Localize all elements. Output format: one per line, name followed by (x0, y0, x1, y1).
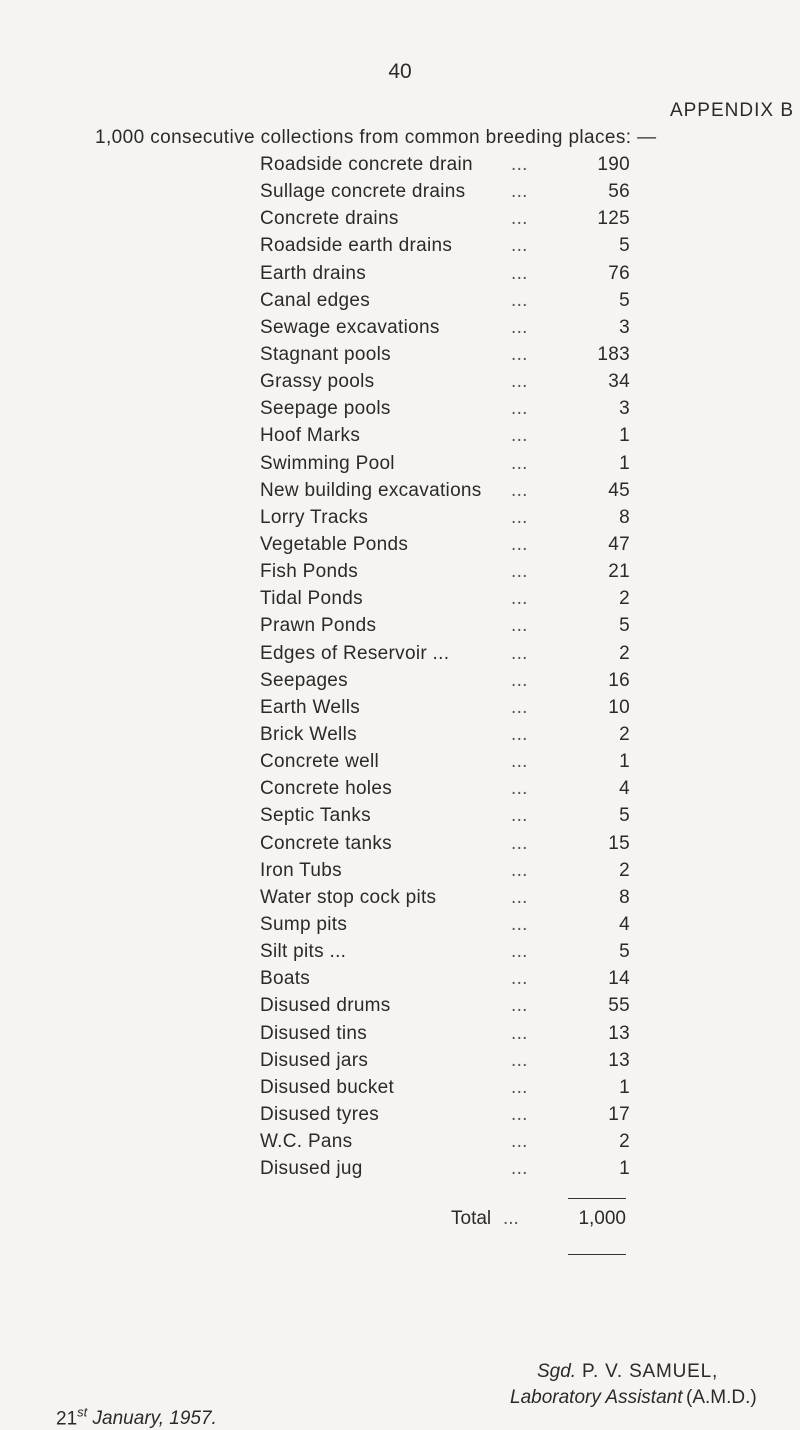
list-item-label: Prawn Ponds (260, 615, 377, 637)
list-item-label: Vegetable Ponds (260, 533, 409, 555)
list-item-value: 190 (597, 154, 630, 175)
list-item-dots: ... (511, 533, 528, 555)
list-item-value: 8 (619, 506, 630, 528)
list-item-value: 14 (608, 968, 630, 990)
list-item-value: 5 (619, 289, 630, 311)
list-item (260, 695, 640, 722)
list-item-value: 34 (608, 371, 630, 393)
list-item (260, 1075, 640, 1102)
list-item-label: Seepage pools (260, 398, 391, 420)
list-item-label: New building excavations (260, 479, 482, 501)
list-item-dots: ... (511, 615, 528, 637)
list-item-dots: ... (511, 561, 528, 583)
list-item-value: 5 (619, 615, 630, 637)
list-item-label: Sump pits (260, 913, 348, 935)
list-item-value: 3 (619, 316, 630, 338)
list-item-dots: ... (511, 913, 528, 935)
list-item-dots: ... (511, 1158, 528, 1180)
list-item-value: 15 (608, 832, 630, 854)
list-item-dots: ... (511, 479, 528, 501)
list-item-dots: ... (511, 886, 528, 908)
list-item (260, 939, 640, 966)
list-item (260, 641, 640, 668)
list-item (260, 532, 640, 559)
list-item-value: 76 (608, 262, 630, 284)
list-item (260, 288, 640, 315)
list-item-value: 56 (608, 181, 630, 203)
list-item-value: 2 (619, 859, 630, 881)
list-item-label: Seepages (260, 669, 348, 691)
list-item (260, 505, 640, 532)
list-item-label: Hoof Marks (260, 425, 361, 447)
signature-name: P. V. SAMUEL, (582, 1361, 719, 1382)
list-item (260, 396, 640, 423)
list-item-value: 2 (619, 588, 630, 610)
list-item-value: 55 (608, 995, 630, 1017)
list-item-value: 10 (608, 696, 630, 718)
list-item (260, 261, 640, 288)
list-item-value: 16 (608, 669, 630, 691)
list-item-dots: ... (511, 235, 528, 257)
list-item-value: 13 (608, 1049, 630, 1071)
list-item-label: Canal edges (260, 289, 370, 311)
list-item-label: Stagnant pools (260, 343, 391, 365)
list-item-dots: ... (511, 289, 528, 311)
list-item (260, 233, 640, 260)
list-item (260, 342, 640, 369)
list-item-value: 2 (619, 723, 630, 745)
list-item (260, 179, 640, 206)
list-item-value: 47 (608, 533, 630, 555)
list-item (260, 1129, 640, 1156)
list-item (260, 1021, 640, 1048)
total-rule-bottom (568, 1254, 626, 1255)
list-item (260, 369, 640, 396)
list-item-value: 4 (619, 778, 630, 800)
list-item-dots: ... (511, 1049, 528, 1071)
list-item-value: 1 (619, 452, 630, 474)
list-item-dots: ... (511, 941, 528, 963)
list-item-label: Water stop cock pits (260, 886, 437, 908)
list-item-label: Edges of Reservoir ... (260, 642, 450, 664)
list-item-label: Concrete tanks (260, 832, 392, 854)
list-item (260, 912, 640, 939)
list-item-dots: ... (511, 859, 528, 881)
list-item (260, 966, 640, 993)
list-item-dots: ... (511, 968, 528, 990)
list-item-dots: ... (511, 1022, 528, 1044)
list-item-label: Disused jars (260, 1049, 369, 1071)
list-item-label: Silt pits ... (260, 941, 347, 963)
list-item-dots: ... (511, 995, 528, 1017)
list-item-value: 1 (619, 1076, 630, 1098)
list-item (260, 803, 640, 830)
list-item (260, 1048, 640, 1075)
list-item-dots: ... (511, 262, 528, 284)
list-item-value: 45 (608, 479, 630, 501)
list-item-label: Roadside concrete drain (260, 154, 473, 175)
list-item-value: 8 (619, 886, 630, 908)
list-item-dots: ... (511, 343, 528, 365)
list-item-dots: ... (511, 425, 528, 447)
list-item (260, 613, 640, 640)
list-item-label: Disused jug (260, 1158, 363, 1180)
list-item-label: Disused drums (260, 995, 391, 1017)
list-item-value: 2 (619, 1131, 630, 1153)
list-item-label: Roadside earth drains (260, 235, 453, 257)
page-number: 40 (388, 60, 412, 83)
list-item (260, 885, 640, 912)
date-day: 21 (56, 1408, 78, 1430)
list-item-dots: ... (511, 181, 528, 203)
list-item (260, 1102, 640, 1129)
list-item-value: 17 (608, 1103, 630, 1125)
list-item-label: Septic Tanks (260, 805, 371, 827)
list-item-dots: ... (511, 154, 528, 175)
list-item-label: Lorry Tracks (260, 506, 369, 528)
date-suffix: st (77, 1405, 88, 1420)
list-item-dots: ... (511, 751, 528, 773)
list-item-dots: ... (511, 398, 528, 420)
total-value: 1,000 (578, 1207, 626, 1229)
intro-text: 1,000 consecutive collections from common breeding places: — (95, 127, 657, 148)
list-item (260, 478, 640, 505)
list-item-value: 5 (619, 805, 630, 827)
list-item-dots: ... (511, 669, 528, 691)
list-item-dots: ... (511, 506, 528, 528)
list-item-label: Fish Ponds (260, 561, 359, 583)
list-item-dots: ... (511, 832, 528, 854)
list-item-dots: ... (511, 696, 528, 718)
list-item (260, 668, 640, 695)
list-item (260, 559, 640, 586)
list-item-value: 5 (619, 941, 630, 963)
list-item-value: 1 (619, 751, 630, 773)
signature-org: (A.M.D.) (686, 1387, 757, 1408)
list-item-label: Iron Tubs (260, 859, 342, 881)
list-item-dots: ... (511, 778, 528, 800)
list-item-value: 125 (597, 208, 630, 230)
list-item-dots: ... (511, 208, 528, 230)
breeding-places-list (260, 152, 640, 1183)
list-item (260, 423, 640, 450)
list-item-label: Concrete drains (260, 208, 399, 230)
list-item-value: 1 (619, 1158, 630, 1180)
list-item (260, 858, 640, 885)
list-item-value: 183 (597, 343, 630, 365)
list-item-value: 13 (608, 1022, 630, 1044)
list-item-dots: ... (511, 588, 528, 610)
list-item-dots: ... (511, 642, 528, 664)
list-item-label: Boats (260, 968, 311, 990)
list-item-value: 1 (619, 425, 630, 447)
list-item (260, 776, 640, 803)
list-item-label: W.C. Pans (260, 1131, 353, 1153)
list-item-dots: ... (511, 723, 528, 745)
list-item-value: 3 (619, 398, 630, 420)
list-item (260, 451, 640, 478)
list-item-value: 4 (619, 913, 630, 935)
list-item-label: Grassy pools (260, 371, 375, 393)
list-item-value: 21 (608, 561, 630, 583)
list-item-label: Disused tyres (260, 1103, 379, 1125)
list-item-label: Concrete well (260, 751, 380, 773)
list-item-label: Sullage concrete drains (260, 181, 466, 203)
list-item (260, 1156, 640, 1183)
list-item-label: Tidal Ponds (260, 588, 363, 610)
list-item-label: Disused bucket (260, 1076, 395, 1098)
total-dots: ... (503, 1207, 519, 1229)
date (56, 1405, 217, 1430)
list-item-label: Earth drains (260, 262, 367, 284)
list-item-dots: ... (511, 805, 528, 827)
list-item-label: Disused tins (260, 1022, 368, 1044)
signature-prefix: Sgd. (537, 1361, 577, 1382)
list-item-label: Earth Wells (260, 696, 361, 718)
appendix-heading: APPENDIX B (669, 100, 794, 121)
date-rest: January, 1957. (92, 1408, 217, 1430)
list-item-dots: ... (511, 316, 528, 338)
total-rule-top (568, 1198, 626, 1199)
list-item (260, 206, 640, 233)
list-item (260, 831, 640, 858)
list-item (260, 152, 640, 179)
signature-role: Laboratory Assistant (510, 1387, 683, 1408)
list-item-dots: ... (511, 1103, 528, 1125)
list-item (260, 722, 640, 749)
list-item (260, 993, 640, 1020)
list-item (260, 586, 640, 613)
list-item-label: Sewage excavations (260, 316, 440, 338)
list-item-dots: ... (511, 371, 528, 393)
list-item-value: 2 (619, 642, 630, 664)
list-item-label: Concrete holes (260, 778, 392, 800)
list-item-label: Swimming Pool (260, 452, 395, 474)
list-item (260, 315, 640, 342)
list-item (260, 749, 640, 776)
list-item-value: 5 (619, 235, 630, 257)
list-item-dots: ... (511, 1076, 528, 1098)
list-item-dots: ... (511, 452, 528, 474)
list-item-dots: ... (511, 1131, 528, 1153)
total-label: Total (451, 1207, 492, 1229)
list-item-label: Brick Wells (260, 723, 357, 745)
